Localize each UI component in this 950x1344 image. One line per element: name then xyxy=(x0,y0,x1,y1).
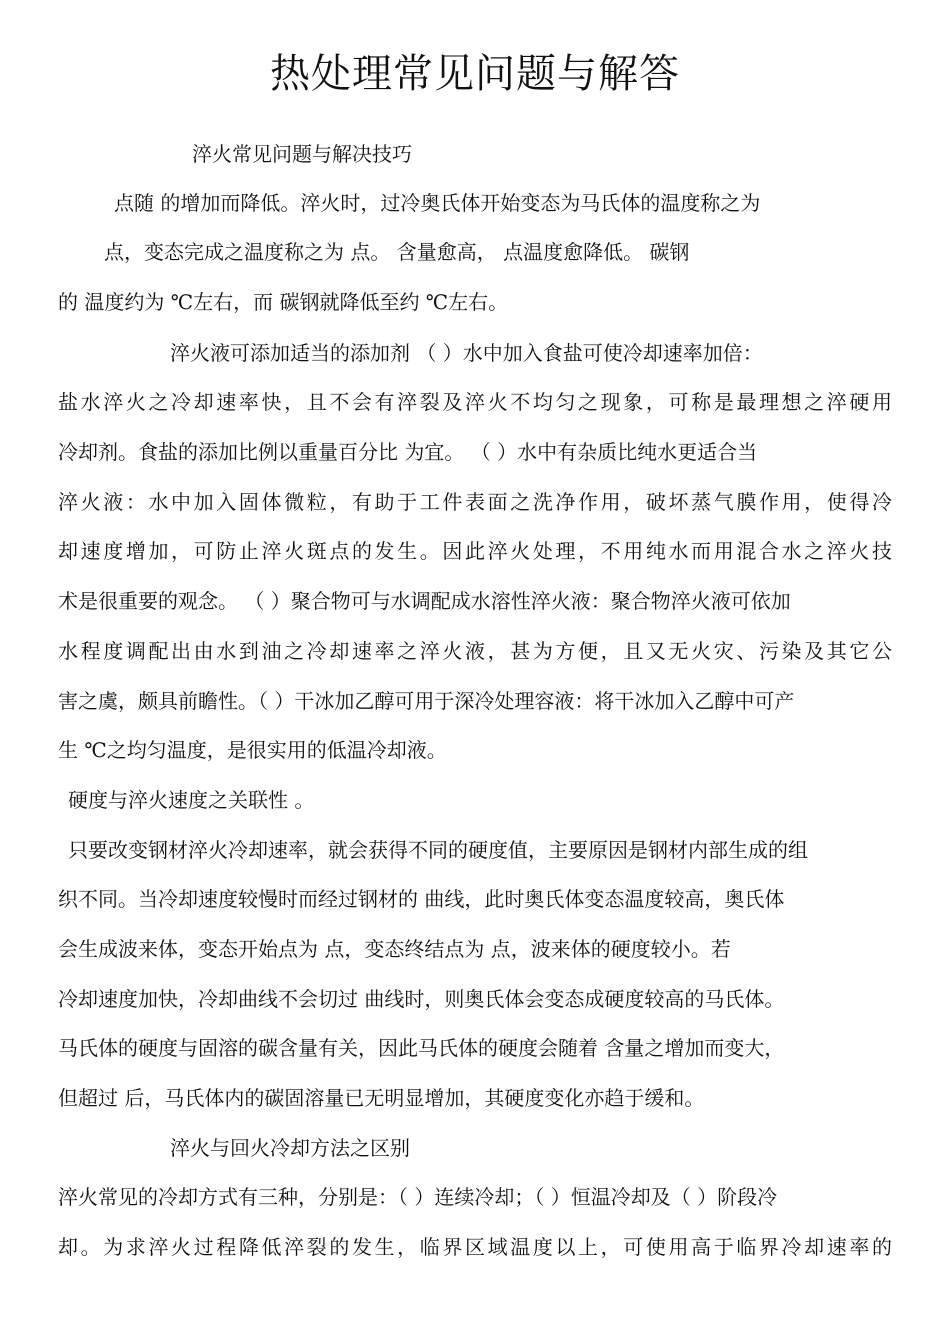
section-heading-hardness: 硬度与淬火速度之关联性 。 xyxy=(68,788,315,812)
body-line: 生 ℃之均匀温度，是很实用的低温冷却液。 xyxy=(58,738,447,762)
section-heading-cooling-methods: 淬火与回火冷却方法之区别 xyxy=(170,1136,410,1160)
body-line: 织不同。当冷却速度较慢时而经过钢材的 曲线，此时奥氏体变态温度较高，奥氏体 xyxy=(58,887,785,911)
body-line: 水程度调配出由水到油之冷却速率之淬火液，甚为方便，且又无火灾、污染及其它公 xyxy=(58,639,892,663)
body-line: 盐水淬火之冷却速率快，且不会有淬裂及淬火不均匀之现象，可称是最理想之淬硬用 xyxy=(58,390,892,414)
body-line: 害之虞，颇具前瞻性。（ ）干冰加乙醇可用于深冷处理容液：将干冰加入乙醇中可产 xyxy=(58,689,795,713)
body-line: 冷却剂。食盐的添加比例以重量百分比 为宜。 （ ）水中有杂质比纯水更适合当 xyxy=(58,440,758,464)
section-heading-quenching-problems: 淬火常见问题与解决技巧 xyxy=(192,142,412,166)
document-title: 热处理常见问题与解答 xyxy=(270,51,680,97)
body-line: 淬火液：水中加入固体微粒，有助于工件表面之洗净作用，破坏蒸气膜作用，使得冷 xyxy=(58,490,892,514)
body-line: 只要改变钢材淬火冷却速率，就会获得不同的硬度值，主要原因是钢材内部生成的组 xyxy=(68,838,808,862)
body-line: 马氏体的硬度与固溶的碳含量有关，因此马氏体的硬度会随着 含量之增加而变大， xyxy=(58,1036,785,1060)
body-line: 冷却速度加快，冷却曲线不会切过 曲线时，则奥氏体会变态成硬度较高的马氏体。 xyxy=(58,987,785,1011)
body-line: 淬火常见的冷却方式有三种，分别是：（ ）连续冷却；（ ）恒温冷却及（ ）阶段冷 xyxy=(58,1185,778,1209)
body-line: 但超过 后，马氏体内的碳固溶量已无明显增加，其硬度变化亦趋于缓和。 xyxy=(58,1086,705,1110)
body-line: 点随 的增加而降低。淬火时，过冷奥氏体开始变态为马氏体的温度称之为 xyxy=(114,191,761,215)
body-line: 的 温度约为 ℃左右，而 碳钢就降低至约 ℃左右。 xyxy=(58,290,509,314)
body-line: 术是很重要的观念。 （ ）聚合物可与水调配成水溶性淬火液：聚合物淬火液可依加 xyxy=(58,589,791,613)
body-line: 会生成波来体，变态开始点为 点，变态终结点为 点，波来体的硬度较小。若 xyxy=(58,937,731,961)
body-line: 却速度增加，可防止淬火斑点的发生。因此淬火处理，不用纯水而用混合水之淬火技 xyxy=(58,539,892,563)
body-line: 点，变态完成之温度称之为 点。 含量愈高， 点温度愈降低。 碳钢 xyxy=(104,240,690,264)
body-line: 淬火液可添加适当的添加剂 （ ）水中加入食盐可使冷却速率加倍： xyxy=(170,341,763,365)
body-line: 却。为求淬火过程降低淬裂的发生，临界区域温度以上，可使用高于临界冷却速率的 xyxy=(58,1235,892,1259)
